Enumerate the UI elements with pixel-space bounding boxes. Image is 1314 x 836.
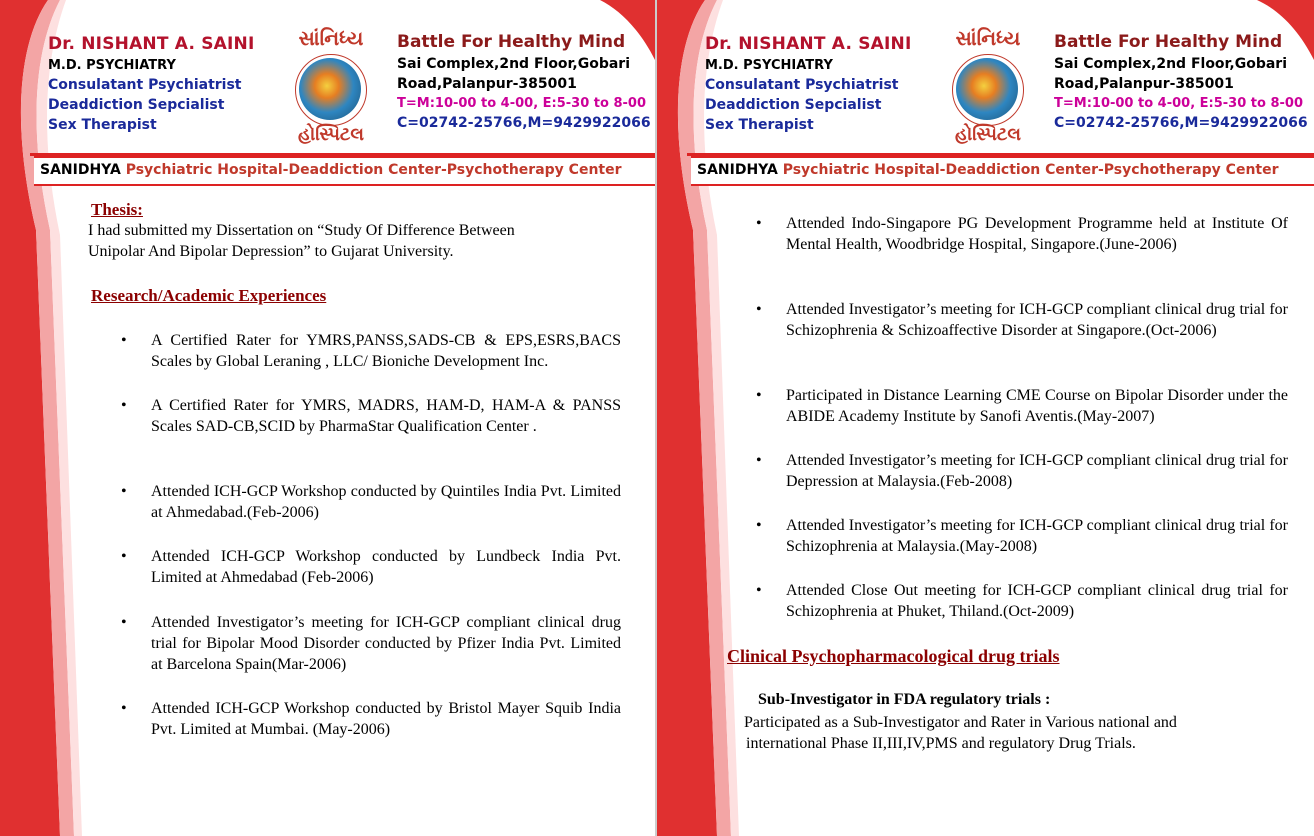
list-item: • Attended Indo-Singapore PG Development Programme held at Institute Of Mental Health, Woodbridge Hospital, Singapore.(June-2006) [756,215,1288,253]
sub-investigator-text-wrap [744,712,1284,754]
list-item-text: Attended Investigator’s meeting for ICH-GCP compliant clinical drug trial for Schizophrenia at Malaysia.(May-2008) [786,517,1288,555]
list-item: • Attended Investigator’s meeting for ICH-GCP compliant clinical drug trial for Bipolar Mood Disorder conducted by Pfizer India Pvt. Limited at Barcelona Spain(Mar-2006) [121,614,621,673]
tagline: Battle For Healthy Mind [397,32,626,52]
list-item-text: A Certified Rater for YMRS,PANSS,SADS-CB & EPS,ESRS,BACS Scales by Global Leraning , LLC/ Bioniche Development Inc. [151,332,621,370]
hospital-logo [948,22,1028,152]
address-line: Road,Palanpur-385001 [1054,76,1234,92]
doctor-info [48,34,255,133]
list-item-text: Attended Investigator’s meeting for ICH-GCP compliant clinical drug trial for Bipolar Mood Disorder conducted by Pfizer India Pvt. Limited at Barcelona Spain(Mar-2006) [151,614,621,673]
list-item-text: A Certified Rater for YMRS, MADRS, HAM-D, HAM-A & PANSS Scales SAD-CB,SCID by PharmaStar Qualification Center . [151,397,621,435]
list-item: • Attended Investigator’s meeting for ICH-GCP compliant clinical drug trial for Schizophrenia at Malaysia.(May-2008) [756,517,1288,555]
hospital-banner [34,156,655,186]
right-page [657,0,1314,836]
research-title-wrap [91,286,623,306]
list-item: • Attended Investigator’s meeting for ICH-GCP compliant clinical drug trial for Depression at Malaysia.(Feb-2008) [756,452,1288,490]
doctor-role: Deaddiction Sepcialist [705,97,882,113]
thesis-text: Unipolar And Bipolar Depression” to Gujarat University. [88,243,454,260]
list-item-text: Attended ICH-GCP Workshop conducted by Quintiles India Pvt. Limited at Ahmedabad.(Feb-2006) [151,483,621,521]
doctor-role: Sex Therapist [48,117,157,133]
phone: C=02742-25766,M=9429922066 [397,115,651,131]
doctor-role: Consulatant Psychiatrist [48,77,242,93]
address-line: Road,Palanpur-385001 [397,76,577,92]
list-item-text: Attended ICH-GCP Workshop conducted by Bristol Mayer Squib India Pvt. Limited at Mumbai. (May-2006) [151,700,621,738]
logo-top-text: સાંનિધ્ય [298,26,364,50]
banner-text: Psychiatric Hospital-Deaddiction Center-Psychotherapy Center [782,162,1279,178]
timings: T=M:10-00 to 4-00, E:5-30 to 8-00 [397,96,647,111]
contact-block [1054,32,1308,131]
logo-bottom-text: હોસ્પિટલ [297,124,365,145]
list-item-text: Participated in Distance Learning CME Course on Bipolar Disorder under the ABIDE Academy Institute by Sanofi Aventis.(May-2007) [786,387,1288,425]
list-item-text: Attended Investigator’s meeting for ICH-GCP compliant clinical drug trial for Schizophrenia & Schizoaffective Disorder at Singapore.(Oct-2006) [786,301,1288,339]
address-line: Sai Complex,2nd Floor,Gobari [397,56,630,72]
list-item: • A Certified Rater for YMRS,PANSS,SADS-CB & EPS,ESRS,BACS Scales by Global Leraning , LLC/ Bioniche Development Inc. [121,332,621,370]
list-item-text: Attended ICH-GCP Workshop conducted by Lundbeck India Pvt. Limited at Ahmedabad (Feb-2006) [151,548,621,586]
doctor-role: Consulatant Psychiatrist [705,77,899,93]
hospital-logo [291,22,371,152]
thesis-section [88,200,623,262]
thesis-title: Thesis: [91,200,143,219]
doctor-name: Dr. NISHANT A. SAINI [48,34,255,54]
doctor-info [705,34,912,133]
banner-name: SANIDHYA [697,162,778,178]
list-item: • Attended ICH-GCP Workshop conducted by Quintiles India Pvt. Limited at Ahmedabad.(Feb-2006) [121,483,621,521]
clinical-title: Clinical Psychopharmacological drug trials [727,646,1060,666]
left-page [0,0,655,836]
list-item: • A Certified Rater for YMRS, MADRS, HAM-D, HAM-A & PANSS Scales SAD-CB,SCID by PharmaStar Qualification Center . [121,397,621,435]
list-item-text: Attended Investigator’s meeting for ICH-GCP compliant clinical drug trial for Depression at Malaysia.(Feb-2008) [786,452,1288,490]
doctor-degree: M.D. PSYCHIATRY [48,58,176,73]
doctor-role: Sex Therapist [705,117,814,133]
list-item: • Attended ICH-GCP Workshop conducted by Bristol Mayer Squib India Pvt. Limited at Mumbai. (May-2006) [121,700,621,738]
address-line: Sai Complex,2nd Floor,Gobari [1054,56,1287,72]
thesis-text: I had submitted my Dissertation on “Study Of Difference Between [88,222,515,239]
contact-block [397,32,651,131]
list-item-text: Attended Indo-Singapore PG Development Programme held at Institute Of Mental Health, Woodbridge Hospital, Singapore.(June-2006) [786,215,1288,253]
sub-investigator-title: Sub-Investigator in FDA regulatory trials : [758,691,1051,708]
research-list [121,330,621,742]
list-item: • Attended Investigator’s meeting for ICH-GCP compliant clinical drug trial for Schizophrenia & Schizoaffective Disorder at Singapore.(Oct-2006) [756,301,1288,339]
sub-investigator-text: Participated as a Sub-Investigator and Rater in Various national and [744,714,1177,731]
tagline: Battle For Healthy Mind [1054,32,1283,52]
brain-icon [299,58,361,120]
clinical-section [727,646,1287,667]
list-item: • Participated in Distance Learning CME Course on Bipolar Disorder under the ABIDE Academy Institute by Sanofi Aventis.(May-2007) [756,387,1288,425]
list-item-text: Attended Close Out meeting for ICH-GCP compliant clinical drug trial for Schizophrenia at Phuket, Thiland.(Oct-2009) [786,582,1288,620]
brain-icon [956,58,1018,120]
banner-name: SANIDHYA [40,162,121,178]
logo-top-text: સાંનિધ્ય [955,26,1021,50]
sub-investigator-section [758,691,1278,709]
banner-text: Psychiatric Hospital-Deaddiction Center-Psychotherapy Center [125,162,622,178]
hospital-banner [691,156,1314,186]
timings: T=M:10-00 to 4-00, E:5-30 to 8-00 [1054,96,1304,111]
doctor-role: Deaddiction Sepcialist [48,97,225,113]
logo-bottom-text: હોસ્પિટલ [954,124,1022,145]
doctor-name: Dr. NISHANT A. SAINI [705,34,912,54]
list-item: • Attended ICH-GCP Workshop conducted by Lundbeck India Pvt. Limited at Ahmedabad (Feb-2006) [121,548,621,586]
list-item: • Attended Close Out meeting for ICH-GCP compliant clinical drug trial for Schizophrenia at Phuket, Thiland.(Oct-2009) [756,582,1288,620]
experience-list [756,213,1288,624]
phone: C=02742-25766,M=9429922066 [1054,115,1308,131]
sub-investigator-text: international Phase II,III,IV,PMS and regulatory Drug Trials. [746,735,1136,752]
doctor-degree: M.D. PSYCHIATRY [705,58,833,73]
research-title: Research/Academic Experiences [91,286,327,305]
